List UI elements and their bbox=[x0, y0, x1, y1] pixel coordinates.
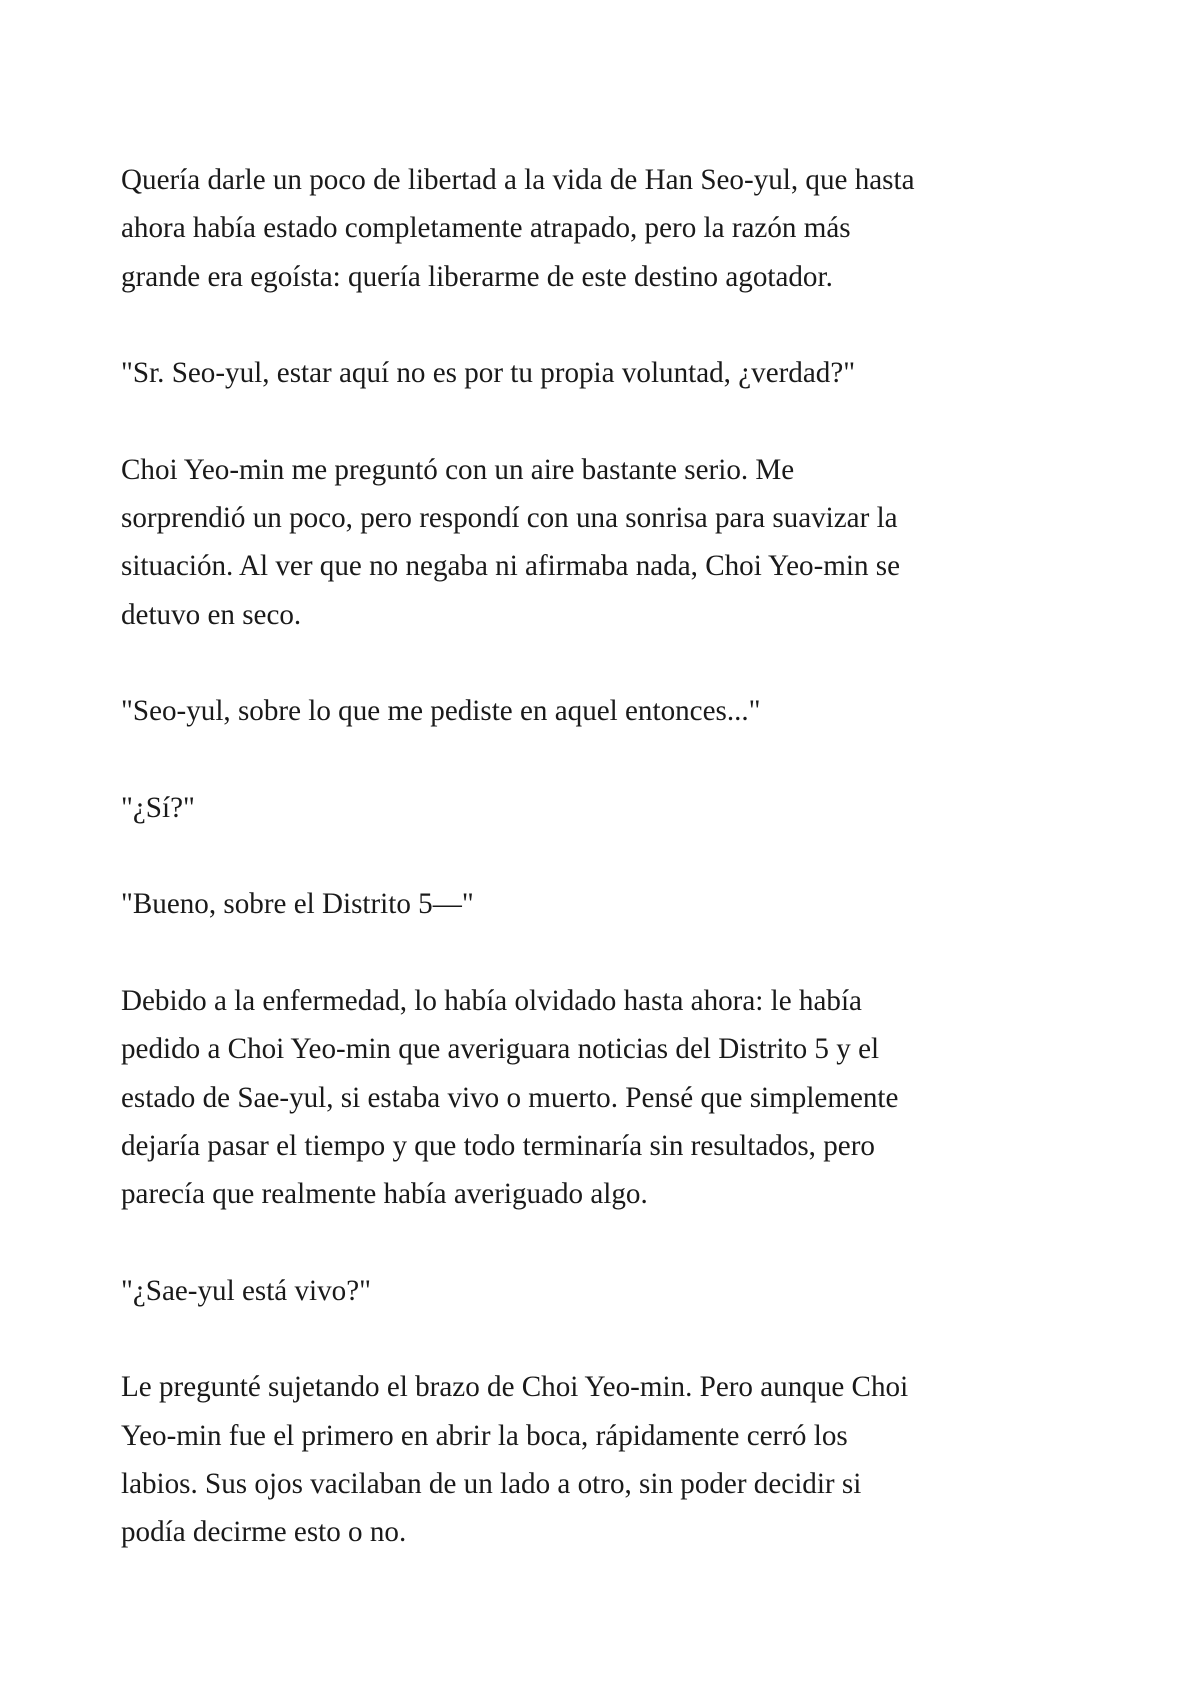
text-line: ahora había estado completamente atrapado, pero la razón más bbox=[121, 211, 851, 245]
text-line: situación. Al ver que no negaba ni afirmaba nada, Choi Yeo-min se bbox=[121, 549, 901, 583]
document-page bbox=[121, 156, 1081, 1605]
text-line: Le pregunté sujetando el brazo de Choi Yeo-min. Pero aunque Choi bbox=[121, 1370, 909, 1404]
paragraph bbox=[121, 156, 1081, 301]
text-line: "¿Sae-yul está vivo?" bbox=[121, 1273, 372, 1307]
paragraph bbox=[121, 349, 1081, 397]
text-line: podía decirme esto o no. bbox=[121, 1515, 407, 1549]
text-line: Quería darle un poco de libertad a la vida de Han Seo-yul, que hasta bbox=[121, 163, 915, 196]
text-line: Debido a la enfermedad, lo había olvidado hasta ahora: le había bbox=[121, 984, 862, 1018]
paragraph bbox=[121, 977, 1081, 1218]
paragraph bbox=[121, 784, 1081, 832]
text-line: Choi Yeo-min me preguntó con un aire bastante serio. Me bbox=[121, 452, 795, 486]
text-line: detuvo en seco. bbox=[121, 597, 302, 631]
text-line: labios. Sus ojos vacilaban de un lado a otro, sin poder decidir si bbox=[121, 1467, 862, 1501]
text-line: Yeo-min fue el primero en abrir la boca, rápidamente cerró los bbox=[121, 1418, 848, 1452]
text-line: grande era egoísta: quería liberarme de este destino agotador. bbox=[121, 259, 833, 293]
text-line: "Bueno, sobre el Distrito 5—" bbox=[121, 887, 474, 921]
text-line: "Seo-yul, sobre lo que me pediste en aquel entonces..." bbox=[121, 694, 761, 728]
paragraph bbox=[121, 880, 1081, 928]
paragraph bbox=[121, 1363, 1081, 1556]
paragraph bbox=[121, 446, 1081, 639]
text-line: estado de Sae-yul, si estaba vivo o muerto. Pensé que simplemente bbox=[121, 1080, 899, 1114]
text-line: "¿Sí?" bbox=[121, 790, 195, 824]
text-line: "Sr. Seo-yul, estar aquí no es por tu propia voluntad, ¿verdad?" bbox=[121, 356, 856, 390]
text-line: sorprendió un poco, pero respondí con una sonrisa para suavizar la bbox=[121, 501, 898, 535]
text-line: parecía que realmente había averiguado algo. bbox=[121, 1177, 648, 1211]
paragraph bbox=[121, 1267, 1081, 1315]
text-line: dejaría pasar el tiempo y que todo terminaría sin resultados, pero bbox=[121, 1128, 875, 1162]
text-line: pedido a Choi Yeo-min que averiguara noticias del Distrito 5 y el bbox=[121, 1032, 880, 1066]
paragraph bbox=[121, 687, 1081, 735]
